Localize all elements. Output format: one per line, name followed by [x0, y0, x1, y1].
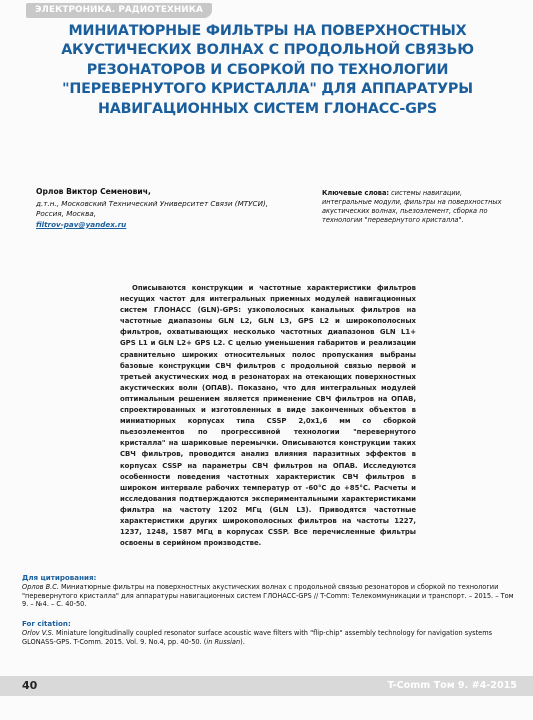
- citation-en-lang: in Russian: [206, 637, 241, 646]
- citation-en-text: Miniature longitudinally coupled resonator surface acoustic wave filters with "flip-chip" assembly technology for navigation systems GLONASS-GPS. T-Comm. 2015. Vol. 9. No.4, pp. 40-50. (: [22, 628, 493, 646]
- title-line: НАВИГАЦИОННЫХ СИСТЕМ ГЛОНАСС-GPS: [97, 100, 438, 117]
- citation-ru-text: Миниатюрные фильтры на поверхностных акустических волнах с продольной связью резонаторов и сборкой по технологии "перевернутого кристалла" для аппаратуры навигационных систем ГЛОНАСС-GPS // T-Comm: Телекоммуникации и транспорт. – 2015. – Том 9. – №4. – С. 40-50.: [22, 582, 514, 609]
- abstract: [120, 283, 416, 549]
- author-block: [36, 187, 286, 230]
- citation-ru-body: [22, 583, 517, 609]
- keywords-label: Ключевые слова:: [322, 189, 390, 197]
- citation-en-heading: For citation:: [22, 619, 71, 628]
- page-number: 40: [22, 679, 38, 692]
- author-email-link[interactable]: filtrov-pav@yandex.ru: [36, 219, 127, 229]
- citation-en-body: [22, 629, 517, 647]
- article-title: [40, 22, 495, 119]
- section-tag: ЭЛЕКТРОНИКА. РАДИОТЕХНИКА: [26, 3, 212, 18]
- keywords-text: системы навигации, интегральные модули, фильтры на поверхностных акустических волнах, пьезоэлемент, сборка по технологии "перевернутого кристалла".: [322, 189, 502, 224]
- citation-en-end: ).: [240, 637, 245, 646]
- author-affiliation: д.т.н., Московский Технический Университет Связи (МТУСИ),: [36, 198, 269, 208]
- title-line: "ПЕРЕВЕРНУТОГО КРИСТАЛЛА" ДЛЯ АППАРАТУРЫ: [62, 81, 473, 98]
- citation-en-author: Orlov V.S.: [22, 628, 54, 637]
- journal-name: T-Comm Том 9. #4-2015: [387, 680, 517, 691]
- author-location: Россия, Москва,: [36, 209, 97, 219]
- abstract-text: Описываются конструкции и частотные характеристики фильтров несущих частот для интегральных приемных модулей навигационных систем ГЛОНАСС (GLN)-GPS: узкополосных канальных фильтров на частотные диапазоны GLN L2, GLN L3, GPS L2 и широкополосных фильтров, охватывающих несколько частотных диапазонов GLN L1+ GPS L1 и GLN L2+ GPS L2. С целью уменьшения габаритов и реализации сравнительно широких относительных полос пропускания выбраны базовые конструкции СВЧ фильтров с продольной связью первой и третьей акустических мод в резонаторах на отекающих поверхностных акустических волн (ОПАВ). Показано, что для интегральных модулей оптимальным решением является применение СВЧ фильтров на ОПАВ, спроектированных и изготовленных в виде законченных объектов в миниатюрных корпусах типа CSSP 2,0x1,6 мм со сборкой пьезоэлементов по прогрессивной технологии "перевернутого кристалла" на шариковые перемычки. Описываются конструкции таких СВЧ фильтров, проводится анализ влияния паразитных эффектов в корпусах CSSP на параметры СВЧ фильтров на ОПАВ. Исследуются особенности поведения частотных характеристик СВЧ фильтров в широком интервале рабочих температур от -60°С до +85°С. Расчеты и исследования подтверждаются экспериментальными характеристиками фильтра на частоту 1202 МГц (GLN L3). Приводятся частотные характеристики других широкополосных фильтров на частоты 1227, 1237, 1248, 1587 МГц в корпусах CSSP. Все перечисленные фильтры освоены в серийном производстве.: [120, 284, 416, 548]
- citation-ru-heading: Для цитирования:: [22, 573, 97, 582]
- citation-ru-author: Орлов В.С.: [22, 582, 59, 591]
- author-name: Орлов Виктор Семенович,: [36, 187, 151, 196]
- title-line: АКУСТИЧЕСКИХ ВОЛНАХ С ПРОДОЛЬНОЙ СВЯЗЬЮ: [61, 42, 474, 59]
- title-line: РЕЗОНАТОРОВ И СБОРКОЙ ПО ТЕХНОЛОГИИ: [86, 61, 449, 78]
- keywords: [322, 189, 512, 225]
- citation-en: [22, 620, 517, 646]
- title-line: МИНИАТЮРНЫЕ ФИЛЬТРЫ НА ПОВЕРХНОСТНЫХ: [68, 23, 467, 39]
- citation-ru: [22, 574, 517, 609]
